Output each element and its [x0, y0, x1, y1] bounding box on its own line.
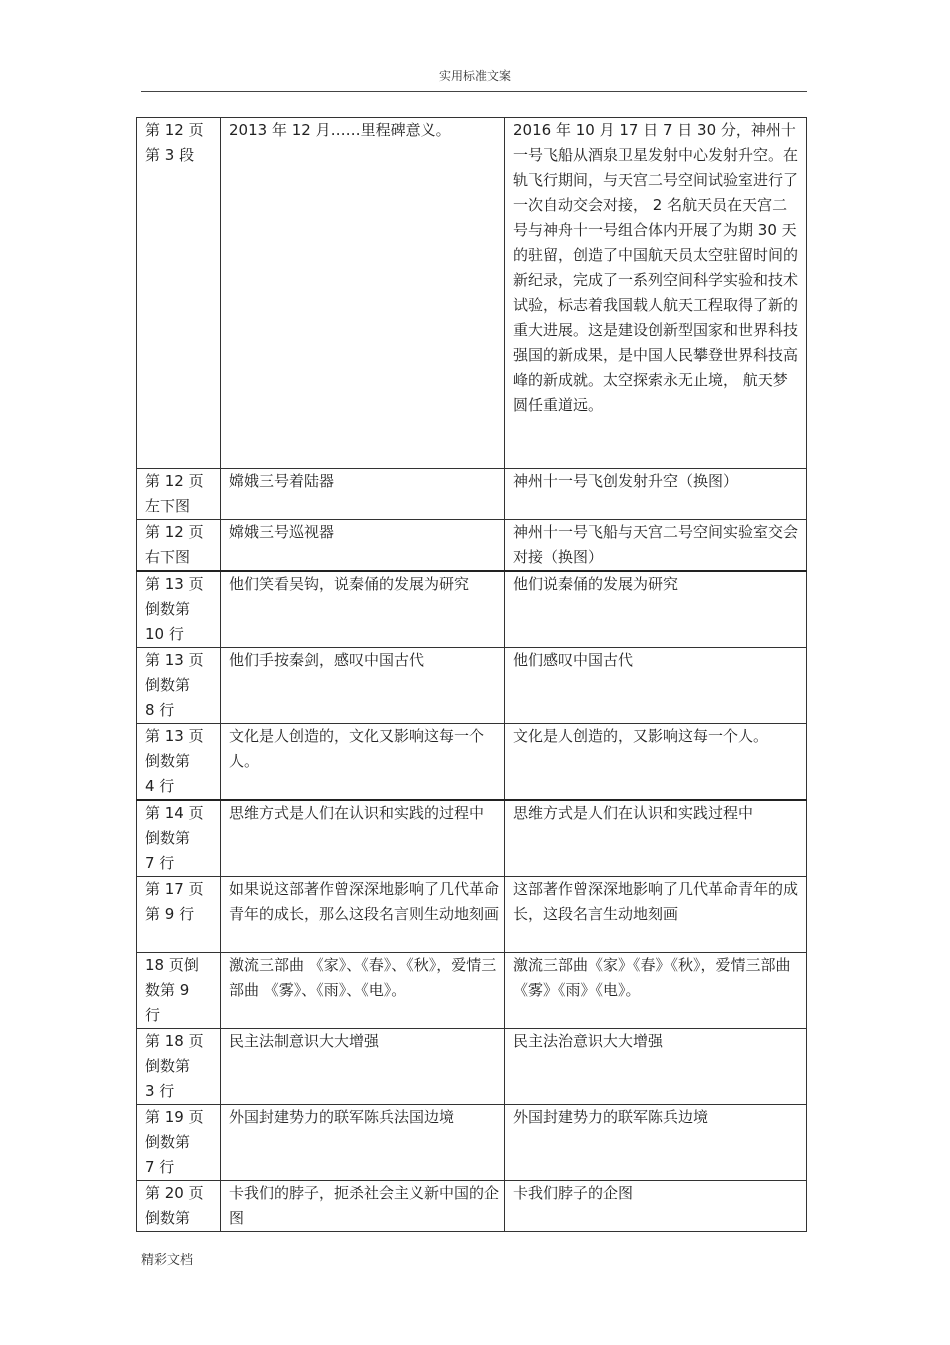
original-text-cell: 文化是人创造的，文化又影响这每一个人。: [221, 724, 505, 801]
corrected-text-cell: 神州十一号飞创发射升空（换图）: [505, 469, 807, 520]
table-row: [137, 648, 807, 724]
table-row: [137, 571, 807, 648]
location-cell: 第 13 页 倒数第 4 行: [137, 724, 221, 801]
location-cell: 第 14 页 倒数第 7 行: [137, 800, 221, 877]
original-text-cell: 外国封建势力的联军陈兵法国边境: [221, 1105, 505, 1181]
location-cell: 第 12 页 右下图: [137, 520, 221, 572]
corrected-text-cell: 他们感叹中国古代: [505, 648, 807, 724]
errata-table: [136, 117, 807, 1232]
table-row: [137, 1029, 807, 1105]
original-text-cell: 如果说这部著作曾深深地影响了几代革命青年的成长，那么这段名言则生动地刻画: [221, 877, 505, 953]
original-text-cell: 卡我们的脖子，扼杀社会主义新中国的企图: [221, 1181, 505, 1232]
corrected-text-cell: 民主法治意识大大增强: [505, 1029, 807, 1105]
original-text-cell: 民主法制意识大大增强: [221, 1029, 505, 1105]
table-row: [137, 1181, 807, 1232]
location-cell: 18 页倒 数第 9 行: [137, 953, 221, 1029]
original-text-cell: 2013 年 12 月……里程碑意义。: [221, 118, 505, 469]
location-cell: 第 13 页 倒数第 8 行: [137, 648, 221, 724]
corrected-text-cell: 他们说秦俑的发展为研究: [505, 571, 807, 648]
corrected-text-cell: 外国封建势力的联军陈兵边境: [505, 1105, 807, 1181]
original-text-cell: 嫦娥三号巡视器: [221, 520, 505, 572]
corrected-text-cell: 这部著作曾深深地影响了几代革命青年的成长，这段名言生动地刻画: [505, 877, 807, 953]
header-divider: [141, 91, 807, 92]
location-cell: 第 13 页 倒数第 10 行: [137, 571, 221, 648]
original-text-cell: 他们笑看吴钩，说秦俑的发展为研究: [221, 571, 505, 648]
table-row: [137, 1105, 807, 1181]
table-row: [137, 118, 807, 469]
table-row: [137, 469, 807, 520]
original-text-cell: 思维方式是人们在认识和实践的过程中: [221, 800, 505, 877]
corrected-text-cell: 卡我们脖子的企图: [505, 1181, 807, 1232]
page-footer-text: 精彩文档: [141, 1253, 194, 1268]
table-row: [137, 520, 807, 572]
corrected-text-cell: 文化是人创造的，又影响这每一个人。: [505, 724, 807, 801]
location-cell: 第 12 页 左下图: [137, 469, 221, 520]
location-cell: 第 19 页 倒数第 7 行: [137, 1105, 221, 1181]
corrected-text-cell: 激流三部曲《家》《春》《秋》，爱情三部曲《雾》《雨》《电》。: [505, 953, 807, 1029]
original-text-cell: 激流三部曲 《家》、《春》、《秋》，爱情三部曲 《雾》、《雨》、《电》。: [221, 953, 505, 1029]
location-cell: 第 18 页 倒数第 3 行: [137, 1029, 221, 1105]
table-row: [137, 953, 807, 1029]
table-row: [137, 877, 807, 953]
page-header-title: 实用标准文案: [438, 69, 511, 83]
corrected-text-cell: 神州十一号飞船与天宫二号空间实验室交会对接（换图）: [505, 520, 807, 572]
location-cell: 第 17 页 第 9 行: [137, 877, 221, 953]
corrected-text-cell: 思维方式是人们在认识和实践过程中: [505, 800, 807, 877]
table-row: [137, 724, 807, 801]
corrected-text-cell: 2016 年 10 月 17 日 7 日 30 分，神州十一号飞船从酒泉卫星发射中心发射升空。在轨飞行期间，与天宫二号空间试验室进行了一次自动交会对接， 2 名航天员在天宫二号与神舟十一号组合体内开展了为期 30 天的驻留，创造了中国航天员太空驻留时间的新纪录，完成了一系列空间科学实验和技术试验，标志着我国载人航天工程取得了新的重大进展。这是建设创新型国家和世界科技强国的新成果，是中国人民攀登世界科技高峰的新成就。太空探索永无止境， 航天梦圆任重道远。: [505, 118, 807, 469]
original-text-cell: 他们手按秦剑，感叹中国古代: [221, 648, 505, 724]
location-cell: 第 20 页 倒数第: [137, 1181, 221, 1232]
location-cell: 第 12 页 第 3 段: [137, 118, 221, 469]
table-row: [137, 800, 807, 877]
original-text-cell: 嫦娥三号着陆器: [221, 469, 505, 520]
